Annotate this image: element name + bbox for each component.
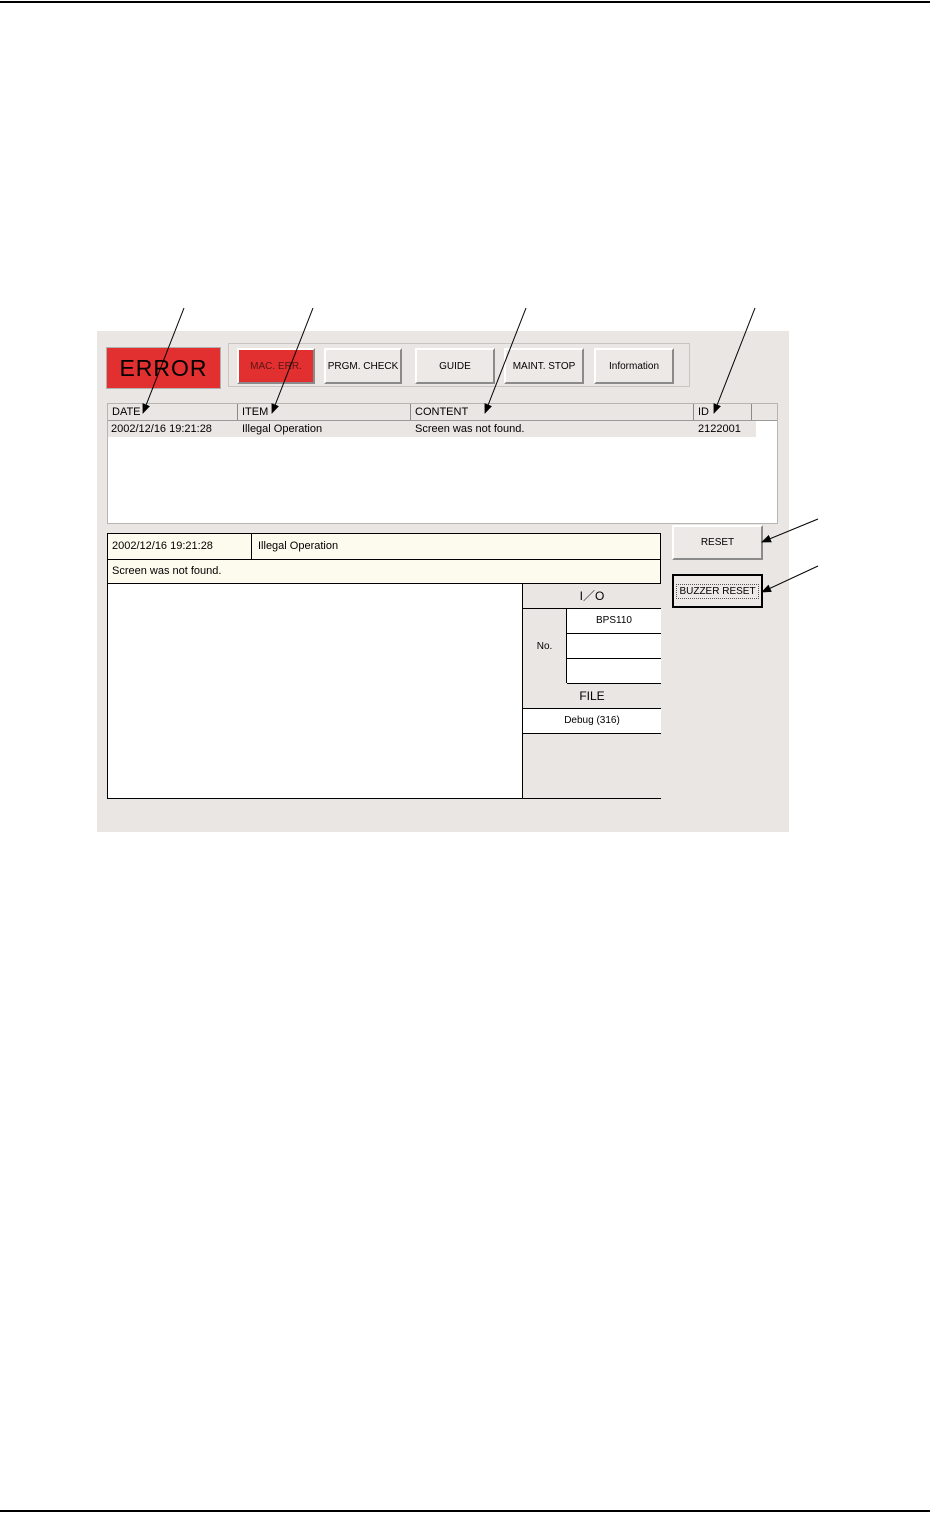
tab-label: PRGM. CHECK xyxy=(327,360,399,372)
file-value: Debug (316) xyxy=(523,709,661,734)
column-header-item[interactable]: ITEM xyxy=(238,404,411,420)
row-content: Screen was not found. xyxy=(415,423,525,435)
file-heading: FILE xyxy=(523,684,661,709)
io-value: BPS110 xyxy=(567,609,661,634)
page-bottom-rule xyxy=(0,1510,930,1512)
callout-arrow-content xyxy=(485,308,526,413)
callout-arrow-id xyxy=(714,308,755,413)
row-id: 2122001 xyxy=(698,423,741,435)
reset-button-label: RESET xyxy=(700,537,735,548)
callout-arrow-date xyxy=(143,308,184,413)
callout-arrow-item xyxy=(272,308,313,413)
tab-label: Information xyxy=(608,360,660,372)
detail-message: Screen was not found. xyxy=(112,565,222,577)
buzzer-reset-button-label: BUZZER RESET xyxy=(679,585,756,597)
row-item: Illegal Operation xyxy=(242,423,323,435)
column-header-id[interactable]: ID xyxy=(694,404,752,420)
callout-arrow-buzzer-reset xyxy=(762,566,818,592)
tab-label: GUIDE xyxy=(439,360,471,372)
io-heading: I／O xyxy=(523,584,661,609)
error-status-badge: ERROR xyxy=(106,347,221,389)
tab-label: MAC. ERR. xyxy=(250,360,302,372)
detail-date: 2002/12/16 19:21:28 xyxy=(112,540,213,552)
callout-arrow-reset xyxy=(762,519,818,542)
column-header-content[interactable]: CONTENT xyxy=(411,404,694,420)
tab-label: MAINT. STOP xyxy=(512,360,576,372)
column-header-date[interactable]: DATE xyxy=(108,404,238,420)
io-no-label: No. xyxy=(523,609,567,683)
detail-item: Illegal Operation xyxy=(258,540,339,552)
row-date: 2002/12/16 19:21:28 xyxy=(111,423,212,435)
